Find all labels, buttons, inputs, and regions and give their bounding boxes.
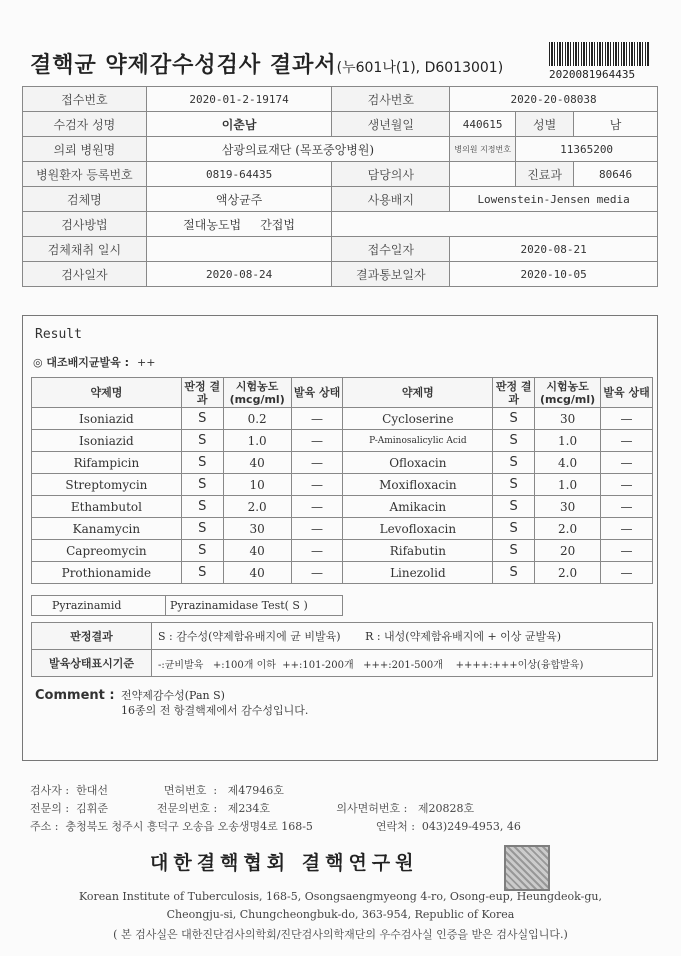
- drug-drug-cell: Kanamycin: [32, 518, 182, 540]
- drug-conc-cell: 2.0: [535, 518, 601, 540]
- drug-drug-cell: Ethambutol: [32, 496, 182, 518]
- hospital-code: 11365200: [516, 137, 658, 162]
- birth-label: 생년월일: [332, 112, 450, 137]
- header-judge: 판정 결과: [181, 378, 223, 408]
- collect-label: 검체채취 일시: [23, 237, 147, 262]
- dept-label: 진료과: [516, 162, 574, 187]
- drug-drug-cell: Rifampicin: [32, 452, 182, 474]
- drug-judge-cell: S: [181, 540, 223, 562]
- drug-conc-cell: 30: [535, 496, 601, 518]
- drug-conc-cell: 2.0: [223, 496, 291, 518]
- drug-judge-cell: S: [181, 496, 223, 518]
- sex-label: 성별: [516, 112, 574, 137]
- result-title: Result: [35, 327, 82, 342]
- birth-date: 440615: [450, 112, 516, 137]
- legend-table: [31, 622, 653, 677]
- drug-growth-cell: —: [291, 408, 343, 430]
- drug-conc-cell: 30: [223, 518, 291, 540]
- susceptibility-table: [31, 377, 653, 584]
- drug-growth-cell: —: [601, 452, 653, 474]
- doctor-label: 담당의사: [332, 162, 450, 187]
- test-no-label: 검사번호: [332, 87, 450, 112]
- drug-drug-cell: Linezolid: [343, 562, 493, 584]
- method-value: 절대농도법 간접법: [146, 212, 332, 237]
- drug-drug-cell: Streptomycin: [32, 474, 182, 496]
- reception-no-label: 접수번호: [23, 87, 147, 112]
- drug-growth-cell: —: [601, 540, 653, 562]
- growth-legend-label: 발육상태표시기준: [32, 650, 152, 677]
- drug-row: [32, 518, 653, 540]
- drug-judge-cell: S: [493, 408, 535, 430]
- drug-judge-cell: S: [181, 562, 223, 584]
- drug-row: [32, 562, 653, 584]
- drug-growth-cell: —: [291, 430, 343, 452]
- english-address-line1: Korean Institute of Tuberculosis, 168-5, Osongsaengmyeong 4-ro, Osong-eup, Heungdeok-gu,: [78, 890, 602, 903]
- collect-value: [146, 237, 332, 262]
- official-seal-stamp: [504, 845, 550, 891]
- received-label: 접수일자: [332, 237, 450, 262]
- barcode-number: 2020081964435: [549, 68, 636, 81]
- hospital-label: 의뢰 병원명: [23, 137, 147, 162]
- patient-info-table: [22, 86, 658, 287]
- drug-conc-cell: 2.0: [535, 562, 601, 584]
- specimen-label: 검체명: [23, 187, 147, 212]
- comment-text: 전약제감수성(Pan S) 16종의 전 항결핵제에서 감수성입니다.: [121, 689, 309, 717]
- drug-drug-cell: Amikacin: [343, 496, 493, 518]
- method-blank: [332, 212, 658, 237]
- drug-growth-cell: —: [291, 452, 343, 474]
- doctor-name: [450, 162, 516, 187]
- pyrazinamid-label: Pyrazinamid: [32, 596, 166, 615]
- reception-no: 2020-01-2-19174: [146, 87, 332, 112]
- judge-legend-text: S : 감수성(약제함유배지에 균 비발육) R : 내성(약제함유배지에 + 이상 균발육): [152, 623, 653, 650]
- drug-judge-cell: S: [181, 452, 223, 474]
- drug-drug-cell: Isoniazid: [32, 408, 182, 430]
- drug-judge-cell: S: [493, 540, 535, 562]
- dept-value: 80646: [574, 162, 658, 187]
- drug-drug-cell: Rifabutin: [343, 540, 493, 562]
- drug-judge-cell: S: [181, 430, 223, 452]
- drug-drug-cell: Levofloxacin: [343, 518, 493, 540]
- control-culture: ◎ 대조배지균발육 : ++: [33, 356, 156, 369]
- header-growth: 발육 상태: [601, 378, 653, 408]
- patient-reg-label: 병원환자 등록번호: [23, 162, 147, 187]
- drug-drug-cell: Ofloxacin: [343, 452, 493, 474]
- drug-judge-cell: S: [493, 518, 535, 540]
- drug-judge-cell: S: [493, 496, 535, 518]
- drug-drug-cell: Prothionamide: [32, 562, 182, 584]
- header-conc: 시험농도 (mcg/ml): [535, 378, 601, 408]
- drug-judge-cell: S: [493, 562, 535, 584]
- drug-conc-cell: 1.0: [535, 430, 601, 452]
- control-culture-value: ++: [137, 356, 156, 369]
- drug-row: [32, 496, 653, 518]
- report-code: (누601나(1), D6013001): [336, 60, 504, 76]
- hospital-code-label: 병의원 지정번호: [450, 137, 516, 162]
- test-no: 2020-20-08038: [450, 87, 658, 112]
- test-date: 2020-08-24: [146, 262, 332, 287]
- patient-name-label: 수검자 성명: [23, 112, 147, 137]
- header-drug: 약제명: [343, 378, 493, 408]
- drug-growth-cell: —: [601, 562, 653, 584]
- footer-specialist: 전문의 : 김휘준 전문의번호 : 제234호 의사면허번호 : 제20828호: [30, 802, 475, 815]
- barcode-image: [549, 42, 649, 66]
- drug-judge-cell: S: [493, 430, 535, 452]
- sex-value: 남: [574, 112, 658, 137]
- drug-judge-cell: S: [181, 408, 223, 430]
- report-title: 결핵균 약제감수성검사 결과서(누601나(1), D6013001): [30, 53, 504, 78]
- drug-drug-cell: Capreomycin: [32, 540, 182, 562]
- drug-conc-cell: 30: [535, 408, 601, 430]
- drug-conc-cell: 4.0: [535, 452, 601, 474]
- drug-row: [32, 408, 653, 430]
- footer-inspector: 검사자 : 한대선 면허번호 : 제47946호: [30, 784, 284, 797]
- drug-row: [32, 452, 653, 474]
- drug-conc-cell: 40: [223, 540, 291, 562]
- specimen-value: 액상균주: [146, 187, 332, 212]
- header-judge: 판정 결과: [493, 378, 535, 408]
- english-address-line2: Cheongju-si, Chungcheongbuk-do, 363-954, Republic of Korea: [166, 908, 515, 921]
- drug-row: [32, 540, 653, 562]
- judge-legend-label: 판정결과: [32, 623, 152, 650]
- drug-conc-cell: 1.0: [223, 430, 291, 452]
- patient-name: 이춘남: [146, 112, 332, 137]
- header-growth: 발육 상태: [291, 378, 343, 408]
- drug-row: [32, 430, 653, 452]
- drug-conc-cell: 40: [223, 562, 291, 584]
- drug-growth-cell: —: [601, 408, 653, 430]
- header-conc: 시험농도 (mcg/ml): [223, 378, 291, 408]
- header-drug: 약제명: [32, 378, 182, 408]
- method-label: 검사방법: [23, 212, 147, 237]
- growth-legend-text: -:균비발육 +:100개 이하 ++:101-200개 +++:201-500개 ++++:+++이상(융합발육): [152, 650, 653, 677]
- drug-growth-cell: —: [601, 474, 653, 496]
- patient-reg-no: 0819-64435: [146, 162, 332, 187]
- drug-row: [32, 474, 653, 496]
- drug-drug-cell: P-Aminosalicylic Acid: [343, 430, 493, 452]
- drug-judge-cell: S: [181, 474, 223, 496]
- drug-growth-cell: —: [291, 562, 343, 584]
- drug-growth-cell: —: [601, 430, 653, 452]
- drug-judge-cell: S: [493, 452, 535, 474]
- drug-conc-cell: 20: [535, 540, 601, 562]
- drug-drug-cell: Moxifloxacin: [343, 474, 493, 496]
- report-date-label: 결과통보일자: [332, 262, 450, 287]
- medium-value: Lowenstein-Jensen media: [450, 187, 658, 212]
- drug-conc-cell: 10: [223, 474, 291, 496]
- pyrazinamid-result: Pyrazinamidase Test( S ): [170, 599, 308, 612]
- hospital-name: 삼광의료재단 (목포중앙병원): [146, 137, 449, 162]
- drug-growth-cell: —: [291, 496, 343, 518]
- drug-growth-cell: —: [601, 518, 653, 540]
- drug-conc-cell: 40: [223, 452, 291, 474]
- comment-label: Comment :: [35, 688, 115, 703]
- test-date-label: 검사일자: [23, 262, 147, 287]
- medium-label: 사용배지: [332, 187, 450, 212]
- drug-growth-cell: —: [291, 474, 343, 496]
- drug-growth-cell: —: [291, 540, 343, 562]
- certification-note: ( 본 검사실은 대한진단검사의학회/진단검사의학재단의 우수검사실 인증을 받은 검사실입니다.): [113, 928, 568, 941]
- footer-address: 주소 : 충청북도 청주시 흥덕구 오송읍 오송생명4로 168-5 연락처 : 043)249-4953, 46: [30, 820, 521, 833]
- received-date: 2020-08-21: [450, 237, 658, 262]
- pyrazinamid-row: [31, 595, 343, 616]
- drug-growth-cell: —: [601, 496, 653, 518]
- report-date: 2020-10-05: [450, 262, 658, 287]
- drug-judge-cell: S: [181, 518, 223, 540]
- drug-growth-cell: —: [291, 518, 343, 540]
- organization-name: 대한결핵협회 결핵연구원: [150, 852, 419, 874]
- result-section: [22, 315, 658, 761]
- drug-conc-cell: 0.2: [223, 408, 291, 430]
- drug-drug-cell: Isoniazid: [32, 430, 182, 452]
- drug-drug-cell: Cycloserine: [343, 408, 493, 430]
- drug-conc-cell: 1.0: [535, 474, 601, 496]
- drug-judge-cell: S: [493, 474, 535, 496]
